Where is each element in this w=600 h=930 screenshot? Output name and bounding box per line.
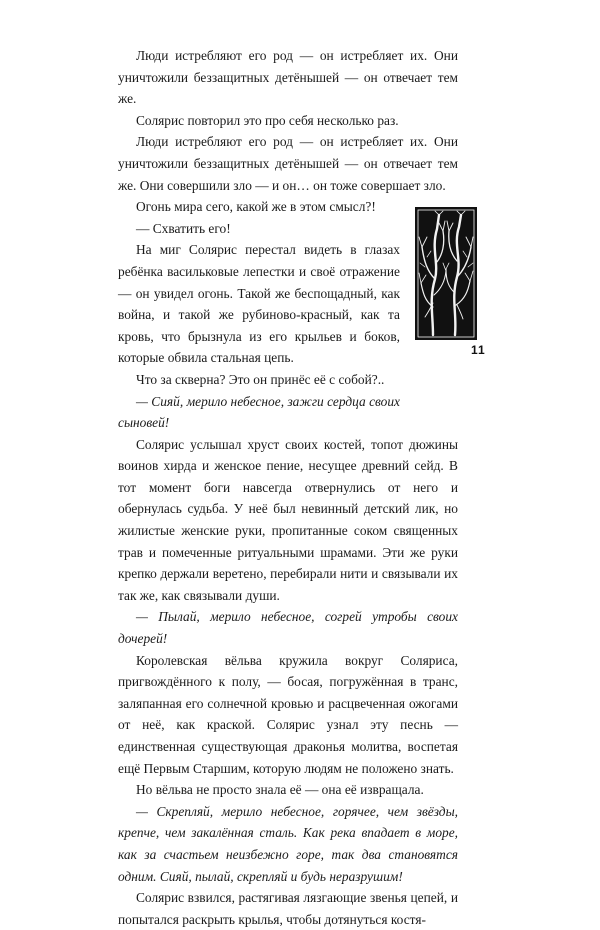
paragraph: Солярис повторил это про себя несколько раз. [136,112,399,128]
paragraph: На миг Солярис перестал видеть в глазах ребёнка васильковые лепестки и своё отражение — он увидел огонь. Такой же беспощадный, как война, и такой же рубиново-красный, как та кровь, что брызнула из его крыльев и боков, которые обвила стальная цепь. [118,242,400,366]
chant-line: — Сияй, мерило небесное, зажги сердца своих сыновей! [118,393,400,431]
dialogue-line: — Схватить его! [136,220,231,236]
paragraph: Огонь мира сего, какой же в этом смысл?! [136,199,376,215]
chant-line: — Пылай, мерило небесное, согрей утробы своих дочерей! [118,609,458,647]
paragraph: Люди истребляют его род — он истребляет их. Они уничтожили беззащитных детёнышей — он отвечает тем же. Они совершили зло — и он… он тоже совершает зло. [118,134,458,193]
chant-line: — Скрепляй, мерило небесное, горячее, чем звёзды, крепче, чем закалённая сталь. Как река впадает в море, как за счастьем неизбежно горе, так два становятся одним. Сияй, пылай, скрепляй и будь неразрушим! [118,803,458,884]
paragraph: Солярис услышал хруст своих костей, топот дюжины воинов хирда и женское пение, несущее древний сейд. В тот момент боги навсегда отвернулись от него и обернулась судьба. У неё был невинный детский лик, но жилистые женские руки, пропитанные соком священных трав и помеченные ритуальными шрамами. Эти же руки крепко держали веретено, перебирали нити и связывали их так же, как связывали души. [118,436,458,603]
body-text [118,45,458,930]
paragraph: Люди истребляют его род — он истребляет их. Они уничтожили беззащитных детёнышей — он отвечает тем же. [118,48,458,107]
paragraph: Королевская вёльва кружила вокруг Соляриса, пригвождённого к полу, — босая, погружённая в транс, заляпанная его солнечной кровью и расцвеченная ожогами от неё, как краской. Солярис узнал эту песнь — единственная существующая драконья молитва, воспетая ещё Первым Старшим, которую людям не положено знать. [118,652,458,776]
tree-ornament-graphic [415,207,477,340]
page-number: 11 [471,343,486,357]
paragraph: Что за скверна? Это он принёс её с собой?.. [136,371,385,387]
tree-ornament-icon [415,207,477,340]
paragraph: Солярис взвился, растягивая лязгающие звенья цепей, и попытался раскрыть крылья, чтобы дотянуться костя- [118,890,458,927]
paragraph: Но вёльва не просто знала её — она её извращала. [136,782,424,798]
